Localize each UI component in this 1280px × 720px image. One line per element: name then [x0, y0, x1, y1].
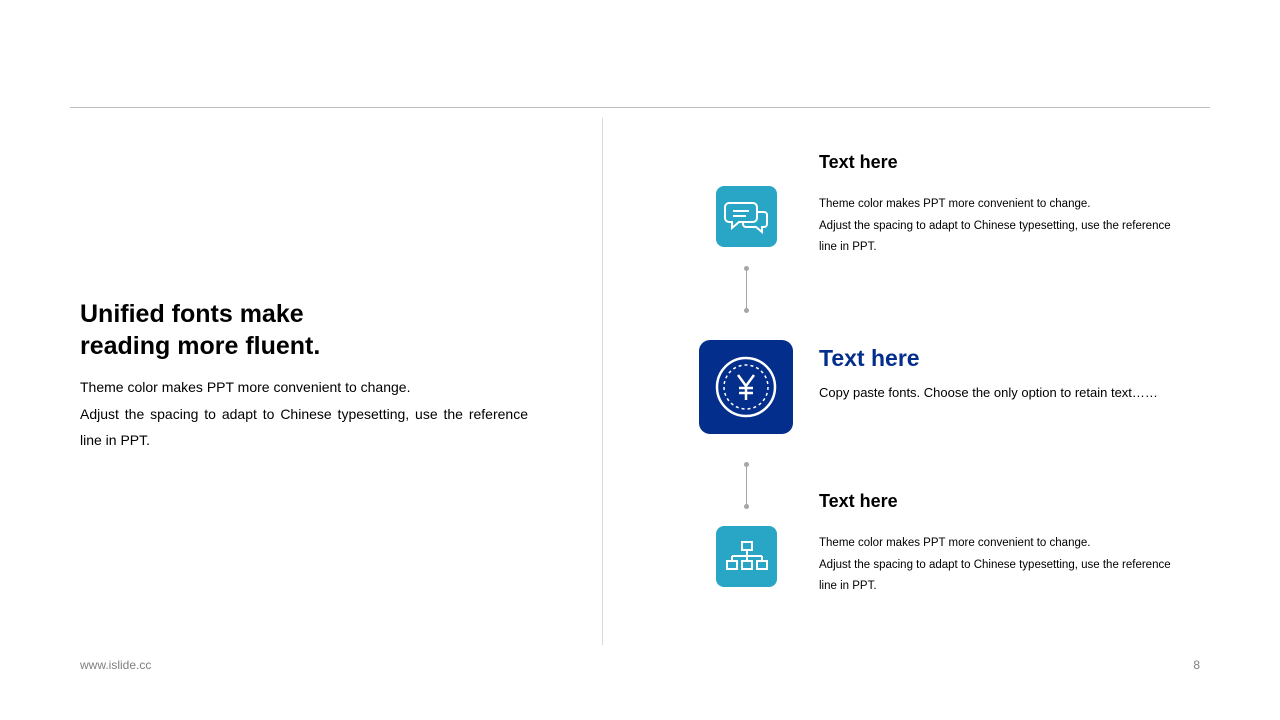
- item-2-description: [819, 383, 1191, 403]
- footer-url: www.islide.cc: [80, 658, 152, 672]
- left-body-text: [80, 374, 528, 454]
- org-chart-icon-box: [716, 526, 777, 587]
- yen-coin-icon-box: [699, 340, 793, 434]
- top-divider-line: [70, 107, 1210, 108]
- connector-1-line: [746, 269, 747, 310]
- item-1-description: [819, 194, 1191, 259]
- item-2-title: Text here: [819, 345, 920, 371]
- item-3-description: [819, 533, 1191, 598]
- org-chart-icon: [725, 540, 769, 574]
- yen-coin-icon: [714, 355, 778, 419]
- item-1-title: Text here: [819, 152, 898, 172]
- connector-1-bottom-dot: [744, 308, 749, 313]
- item-1-desc-line-1: Theme color makes PPT more convenient to change.: [819, 198, 1091, 210]
- left-heading-line-1: Unified fonts make: [80, 300, 304, 328]
- item-3-title: Text here: [819, 491, 898, 511]
- item-2-desc-line-1: Copy paste fonts. Choose the only option to retain text……: [819, 385, 1158, 400]
- item-3-desc-line-1: Theme color makes PPT more convenient to change.: [819, 537, 1091, 549]
- chat-bubbles-icon-box: [716, 186, 777, 247]
- center-divider-line: [602, 118, 603, 645]
- chat-bubbles-icon: [724, 200, 770, 234]
- page-number: 8: [1193, 658, 1200, 672]
- left-body-line-2: Adjust the spacing to adapt to Chinese typesetting, use the reference line in PPT.: [80, 405, 528, 448]
- left-heading-line-2: reading more fluent.: [80, 332, 321, 360]
- left-text-block: [80, 298, 528, 454]
- connector-2-bottom-dot: [744, 504, 749, 509]
- item-1-desc-line-2: Adjust the spacing to adapt to Chinese typesetting, use the reference line in PPT.: [819, 219, 1171, 253]
- connector-2-line: [746, 465, 747, 506]
- left-heading: [80, 298, 528, 362]
- item-3-desc-line-2: Adjust the spacing to adapt to Chinese typesetting, use the reference line in PPT.: [819, 558, 1171, 592]
- left-body-line-1: Theme color makes PPT more convenient to change.: [80, 379, 411, 395]
